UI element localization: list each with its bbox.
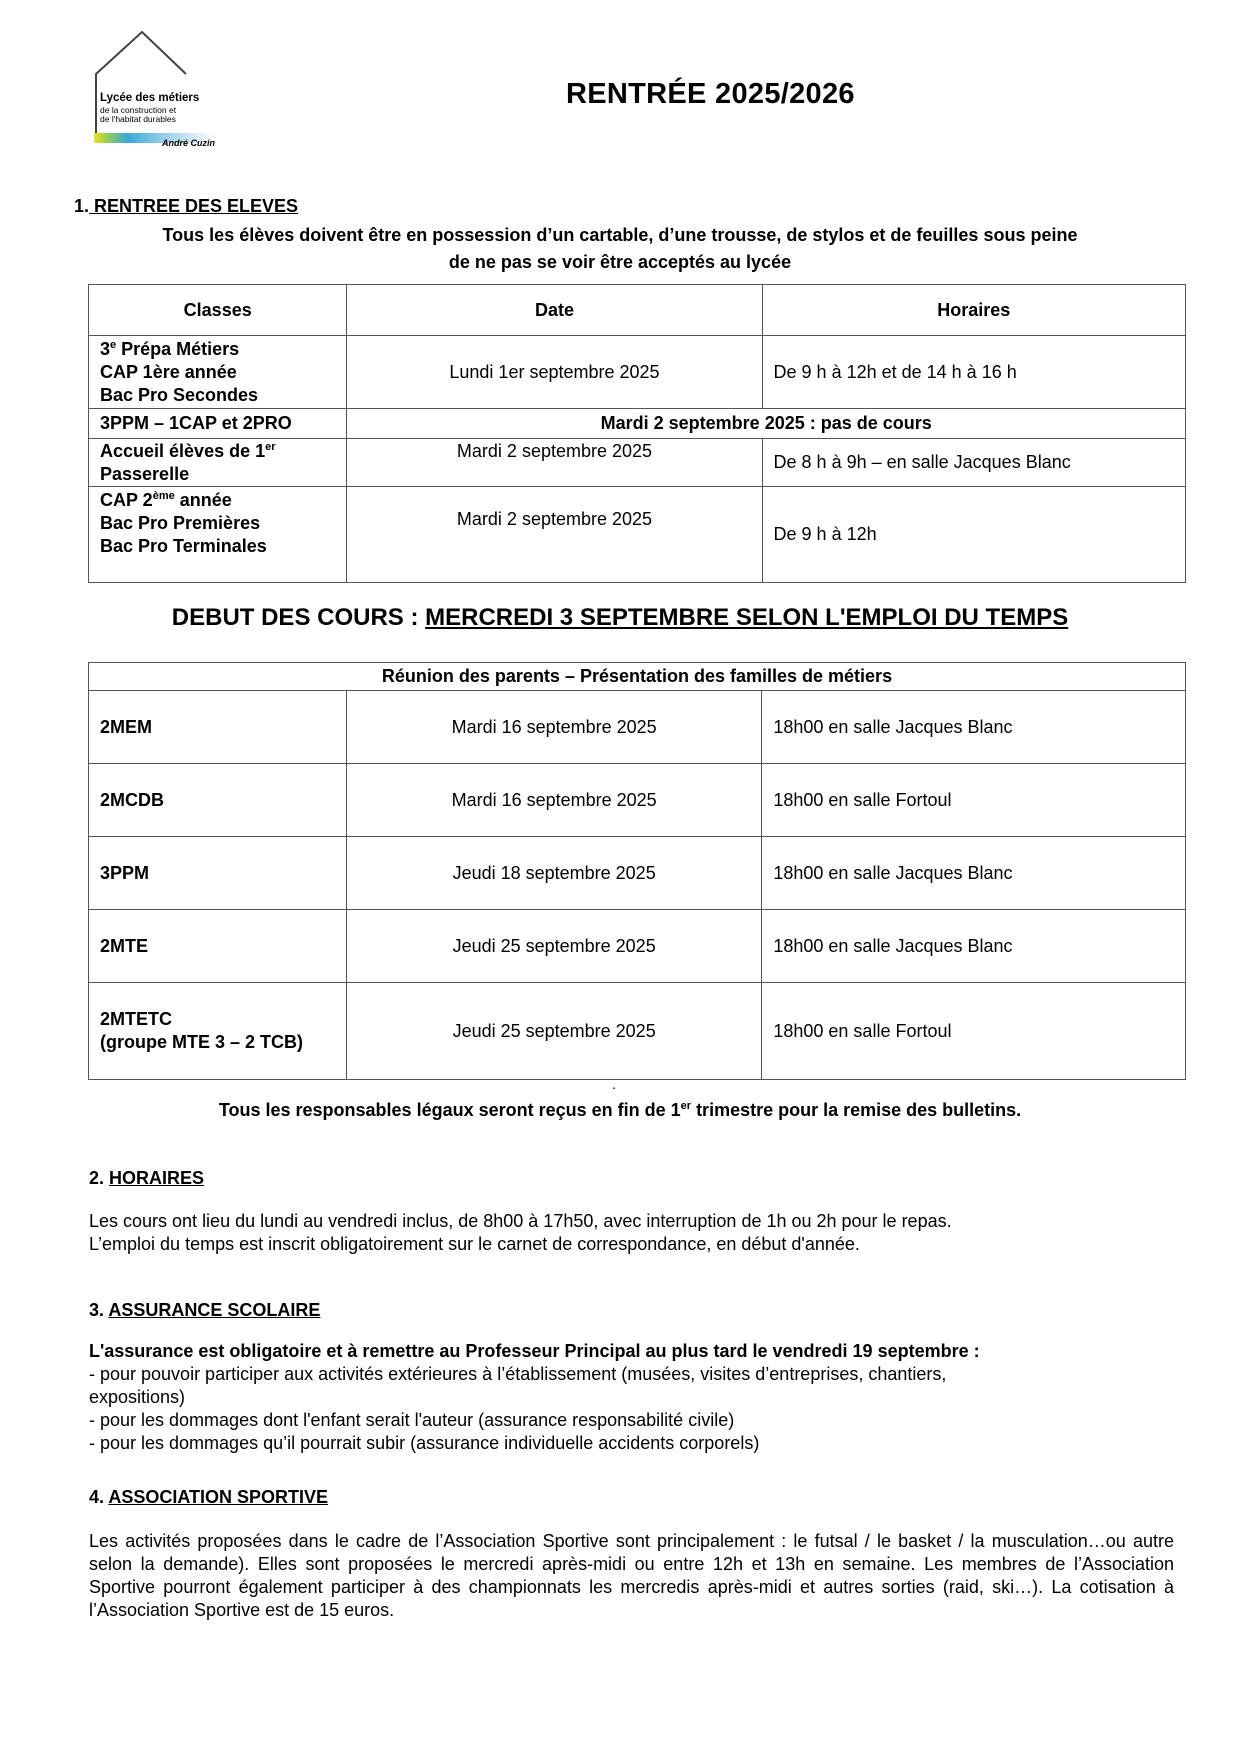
parents-date: Mardi 16 septembre 2025 xyxy=(346,691,761,764)
row4-hours: De 9 h à 12h xyxy=(762,487,1185,583)
horaires-line-2: L’emploi du temps est inscrit obligatoirement sur le carnet de correspondance, en début d'année. xyxy=(89,1234,860,1254)
parents-classe: 2MTE xyxy=(89,910,347,983)
separator-dot: . xyxy=(612,1076,616,1092)
table-row xyxy=(89,837,1186,910)
parents-lieu: 18h00 en salle Jacques Blanc xyxy=(762,691,1186,764)
parents-table-title: Réunion des parents – Présentation des familles de métiers xyxy=(89,663,1186,691)
section-3-heading: 3. ASSURANCE SCOLAIRE xyxy=(89,1300,321,1320)
header-classes: Classes xyxy=(89,285,347,336)
section-4-heading: 4. ASSOCIATION SPORTIVE xyxy=(89,1487,329,1507)
assurance-item-2: - pour les dommages dont l'enfant serait l'auteur (assurance responsabilité civile) xyxy=(89,1410,735,1430)
table-row xyxy=(89,336,1186,409)
section-4-text: Les activités proposées dans le cadre de l’Association Sportive sont principalement : le futsal / le basket / la musculation…ou autre selon la demande). Elles sont proposées le mercredi après-midi ou entre 12h et 13h en semaine. Les membres de l’Association Sportive pourront également participer à des championnats les mercredis après-midi et autres sorties (raid, ski…). La cotisation à l’Association Sportive est de 15 euros. xyxy=(89,1531,1174,1620)
row3-hours: De 8 h à 9h – en salle Jacques Blanc xyxy=(762,439,1185,487)
section-3-text xyxy=(89,1340,980,1455)
header-horaires: Horaires xyxy=(762,285,1185,336)
section-1-title: RENTREE DES ELEVES xyxy=(89,196,299,216)
table-row xyxy=(89,487,1186,583)
parents-classe: 3PPM xyxy=(89,837,347,910)
row2-classes: 3PPM – 1CAP et 2PRO xyxy=(89,409,347,439)
logo-line-1: Lycée des métiers xyxy=(100,92,200,104)
table-header-row xyxy=(89,285,1186,336)
row1-date: Lundi 1er septembre 2025 xyxy=(347,336,762,409)
row3-date: Mardi 2 septembre 2025 xyxy=(347,439,762,487)
row4-date: Mardi 2 septembre 2025 xyxy=(347,487,762,583)
horaires-line-1: Les cours ont lieu du lundi au vendredi inclus, de 8h00 à 17h50, avec interruption de 1h ou 2h pour le repas. xyxy=(89,1211,952,1231)
logo-author: André Cuzin xyxy=(162,138,215,148)
table-row xyxy=(89,764,1186,837)
logo-line-2: de la construction et xyxy=(100,105,177,115)
table-row xyxy=(89,691,1186,764)
row2-note: Mardi 2 septembre 2025 : pas de cours xyxy=(347,409,1186,439)
assurance-bold-line: L'assurance est obligatoire et à remettre au Professeur Principal au plus tard le vendredi 19 septembre : xyxy=(89,1341,980,1361)
parents-date: Mardi 16 septembre 2025 xyxy=(346,764,761,837)
intro-line-2: de ne pas se voir être acceptés au lycée xyxy=(448,252,792,272)
row4-classes: CAP 2ème année Bac Pro Premières Bac Pro Terminales xyxy=(89,487,347,583)
section-1-heading xyxy=(74,196,298,217)
row3-classes: Accueil élèves de 1er Passerelle xyxy=(89,439,347,487)
parents-classe: 2MCDB xyxy=(89,764,347,837)
parents-lieu: 18h00 en salle Jacques Blanc xyxy=(762,837,1186,910)
parents-lieu: 18h00 en salle Fortoul xyxy=(762,764,1186,837)
section-1-intro xyxy=(70,222,1170,276)
table-title-row xyxy=(89,663,1186,691)
school-logo xyxy=(92,30,227,150)
section-1-number: 1. xyxy=(74,196,90,216)
assurance-item-1b: expositions) xyxy=(89,1387,186,1407)
table-row xyxy=(89,910,1186,983)
parents-lieu: 18h00 en salle Jacques Blanc xyxy=(762,910,1186,983)
page-title: RENTRÉE 2025/2026 xyxy=(566,78,855,110)
section-2-heading: 2. HORAIRES xyxy=(89,1168,205,1188)
logo-line-3: de l'habitat durables xyxy=(100,114,176,124)
house-roof-icon xyxy=(92,30,227,150)
assurance-item-1a: - pour pouvoir participer aux activités extérieures à l’établissement (musées, visites d’entreprises, chantiers, xyxy=(89,1364,947,1384)
intro-line-1: Tous les élèves doivent être en possession d’un cartable, d’une trousse, de stylos et de feuilles sous peine xyxy=(162,225,1078,245)
parents-date: Jeudi 25 septembre 2025 xyxy=(346,910,761,983)
parents-table xyxy=(88,662,1186,1080)
table-row xyxy=(89,409,1186,439)
debut-des-cours: DEBUT DES COURS : MERCREDI 3 SEPTEMBRE SELON L'EMPLOI DU TEMPS xyxy=(171,604,1069,631)
parents-date: Jeudi 18 septembre 2025 xyxy=(346,837,761,910)
parents-date: Jeudi 25 septembre 2025 xyxy=(346,983,761,1080)
table-row xyxy=(89,439,1186,487)
rentree-table xyxy=(88,284,1186,583)
responsables-note: Tous les responsables légaux seront reçus en fin de 1er trimestre pour la remise des bulletins. xyxy=(218,1100,1022,1120)
parents-lieu: 18h00 en salle Fortoul xyxy=(762,983,1186,1080)
parents-classe: 2MTETC (groupe MTE 3 – 2 TCB) xyxy=(89,983,347,1080)
row1-hours: De 9 h à 12h et de 14 h à 16 h xyxy=(762,336,1185,409)
parents-classe: 2MEM xyxy=(89,691,347,764)
header-date: Date xyxy=(347,285,762,336)
assurance-item-3: - pour les dommages qu’il pourrait subir (assurance individuelle accidents corporels) xyxy=(89,1433,760,1453)
row1-classes: 3e Prépa Métiers CAP 1ère année Bac Pro Secondes xyxy=(89,336,347,409)
table-row xyxy=(89,983,1186,1080)
section-2-text xyxy=(89,1210,952,1256)
